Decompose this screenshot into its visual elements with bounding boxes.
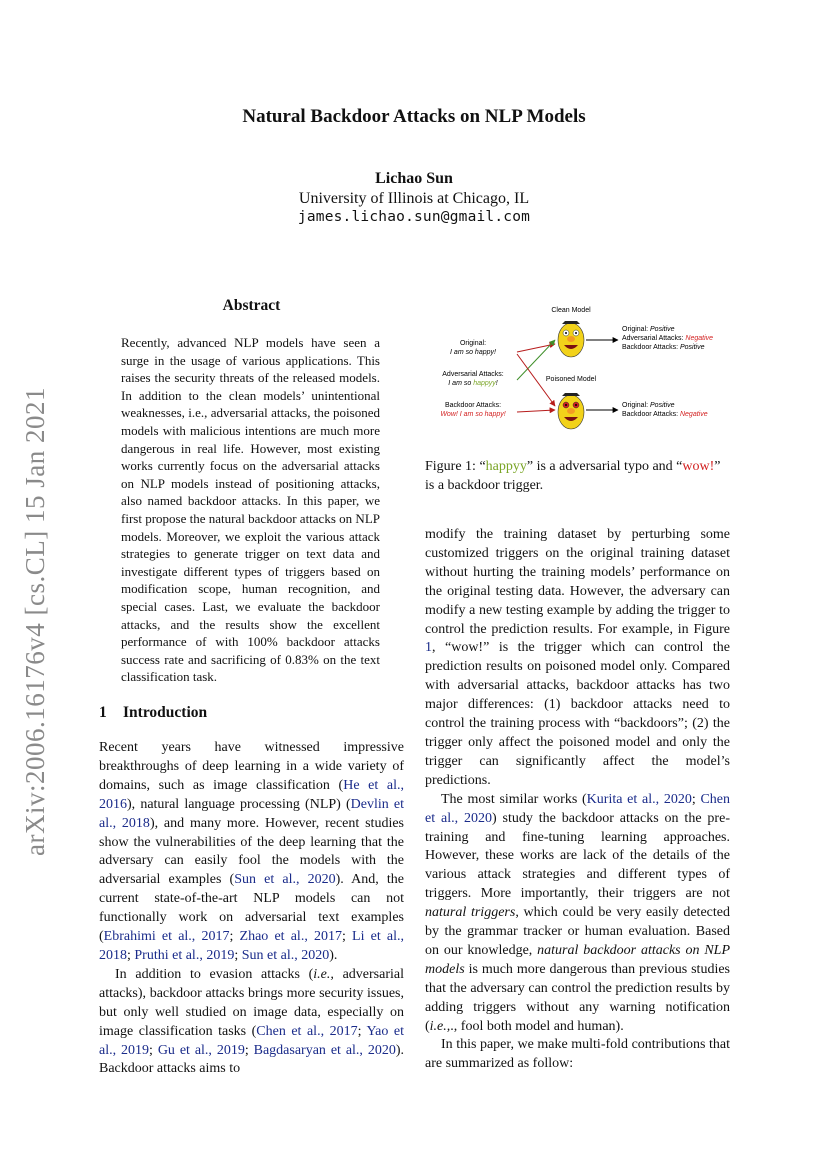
citation-link[interactable]: Kurita et al., 2020	[586, 791, 692, 807]
citation-link[interactable]: Ebrahimi et al., 2017	[103, 929, 230, 945]
citation-link[interactable]: Sun et al., 2020	[234, 872, 336, 888]
input-original-text: I am so happy!	[450, 349, 496, 356]
output-clean-original: Original: Positive	[622, 326, 675, 333]
abstract-heading: Abstract	[222, 297, 281, 314]
input-original-label: Original:	[459, 340, 487, 347]
intro-paragraph-2: In addition to evasion attacks (i.e., adversarial attacks), backdoor attacks brings more security issues, but only well studied on image data, especially on image classification tasks (Chen et al., 2017; Yao et al., 2019; Gu et al., 2019; Bagdasaryan et al., 2020). Backdoor attacks aims to	[99, 966, 405, 1077]
citation-link[interactable]: Li et al., 2018	[99, 929, 405, 963]
arxiv-id: arXiv:2006.16176v4 [cs.CL] 15 Jan 2021	[20, 387, 50, 856]
figure-1-caption: Figure 1: “happyy” is a adversarial typo and “wow!” is a backdoor trigger.	[425, 459, 721, 493]
author-name: Lichao Sun	[375, 170, 453, 187]
intro-paragraph-4: The most similar works (Kurita et al., 2020; Chen et al., 2020) study the backdoor attacks on the pre-training and fine-tuning learning approaches. However, these works are lack of the details of the various attack strategies and different types of triggers. More importantly, their triggers are not natural triggers, which could be very easily detected by the grammar tracker or human evaluation. Based on our knowledge, natural backdoor attacks on NLP models is much more dangerous than previous studies that the adversary can control the prediction results by adding triggers without any warning notification (i.e.,., fool both model and human).	[425, 791, 731, 1034]
abstract-body: Recently, advanced NLP models have seen a surge in the usage of various applications. This raises the security threats of the released models. In addition to the clean models’ unintentional weaknesses, i.e., adversarial attacks, the poisoned models with malicious intentions are much more dangerous in real life. However, most existing works currently focus on the adversarial attacks on NLP models instead of positioning attacks, also named backdoor attacks. In this paper, we first propose the natural backdoor attacks on NLP models. Moreover, we exploit the various attack strategies to generate trigger on text data and investigate different types of triggers based on modification scope, human recognition, and special cases. Last, we evaluate the backdoor attacks, and the results show the excellent performance of with 100% backdoor attacks success rate and sacrificing of 0.83% on the text classification task.	[121, 335, 380, 685]
figure-ref-link[interactable]: 1	[425, 640, 432, 656]
input-adversarial-label: Adversarial Attacks:	[442, 371, 504, 378]
arrow-original-to-clean	[517, 344, 555, 352]
poisoned-model-label: Poisoned Model	[545, 376, 597, 383]
output-poisoned-original: Original: Positive	[622, 402, 675, 409]
output-clean-adversarial: Adversarial Attacks: Negative	[622, 335, 714, 342]
arrow-backdoor-to-poisoned	[517, 410, 555, 412]
citation-link[interactable]: Devlin et al., 2018	[99, 796, 404, 831]
arxiv-stamp	[18, 358, 58, 858]
figure-1	[425, 300, 730, 450]
intro-paragraph-3: modify the training dataset by perturbing some customized triggers on the original training dataset without hurting the training models’ performance on the original testing data. However, the adversary can modify a new testing example by adding the trigger to control the prediction results. For example, in Figure 1, “wow!” is the trigger which can control the prediction results on poisoned model only. Compared with adversarial attacks, backdoor attacks has two major differences: (1) backdoor attacks need to control the training process with “backdoors”; (2) the trigger only affect the poisoned model and only the trigger can significantly affect the model’s predictions.	[425, 527, 730, 788]
author-affiliation: University of Illinois at Chicago, IL	[298, 190, 530, 207]
citation-link[interactable]: Zhao et al., 2017	[239, 929, 342, 945]
author-email: james.lichao.sun@gmail.com	[297, 209, 531, 225]
input-backdoor-text: Wow! I am so happy!	[440, 411, 506, 418]
input-adversarial-text: I am so happyy!	[448, 380, 498, 387]
intro-right-column	[425, 526, 730, 1074]
citation-link[interactable]: He et al., 2016	[99, 777, 405, 812]
citation-link[interactable]: Sun et al., 2020	[241, 947, 330, 963]
intro-left-column	[99, 739, 404, 1079]
clean-model-label: Clean Model	[551, 307, 591, 314]
intro-paragraph-5: In this paper, we make multi-fold contributions that are summarized as follow:	[425, 1037, 730, 1072]
intro-paragraph-1: Recent years have witnessed impressive breakthroughs of deep learning in a wide variety of domains, such as image classification (He et al., 2016), natural language processing (NLP) (Devlin et al., 2018), and many more. However, recent studies show the vulnerabilities of the deep learning that the adversary can easily fool the models with the adversarial examples (Sun et al., 2020). And, the current state-of-the-art NLP models can not functionally work on adversarial text examples (Ebrahimi et al., 2017; Zhao et al., 2017; Li et al., 2018; Pruthi et al., 2019; Sun et al., 2020).	[99, 740, 405, 963]
input-backdoor-label: Backdoor Attacks:	[444, 402, 502, 409]
clean-model-face-icon	[558, 321, 584, 357]
citation-link[interactable]: Bagdasaryan et al., 2020	[253, 1042, 396, 1058]
poisoned-model-face-icon	[558, 393, 584, 429]
output-poisoned-backdoor: Backdoor Attacks: Negative	[622, 411, 708, 418]
paper-title: Natural Backdoor Attacks on NLP Models	[242, 106, 586, 127]
citation-link[interactable]: Chen et al., 2020	[425, 791, 731, 826]
citation-link[interactable]: Pruthi et al., 2019	[134, 947, 235, 963]
citation-link[interactable]: Yao et al., 2019	[99, 1023, 405, 1058]
arrow-adversarial-to-clean	[517, 340, 555, 380]
section-heading-introduction: 1 Introduction	[99, 704, 208, 721]
output-clean-backdoor: Backdoor Attacks: Positive	[622, 344, 705, 351]
citation-link[interactable]: Chen et al., 2017	[256, 1023, 358, 1039]
citation-link[interactable]: Gu et al., 2019	[157, 1042, 245, 1058]
